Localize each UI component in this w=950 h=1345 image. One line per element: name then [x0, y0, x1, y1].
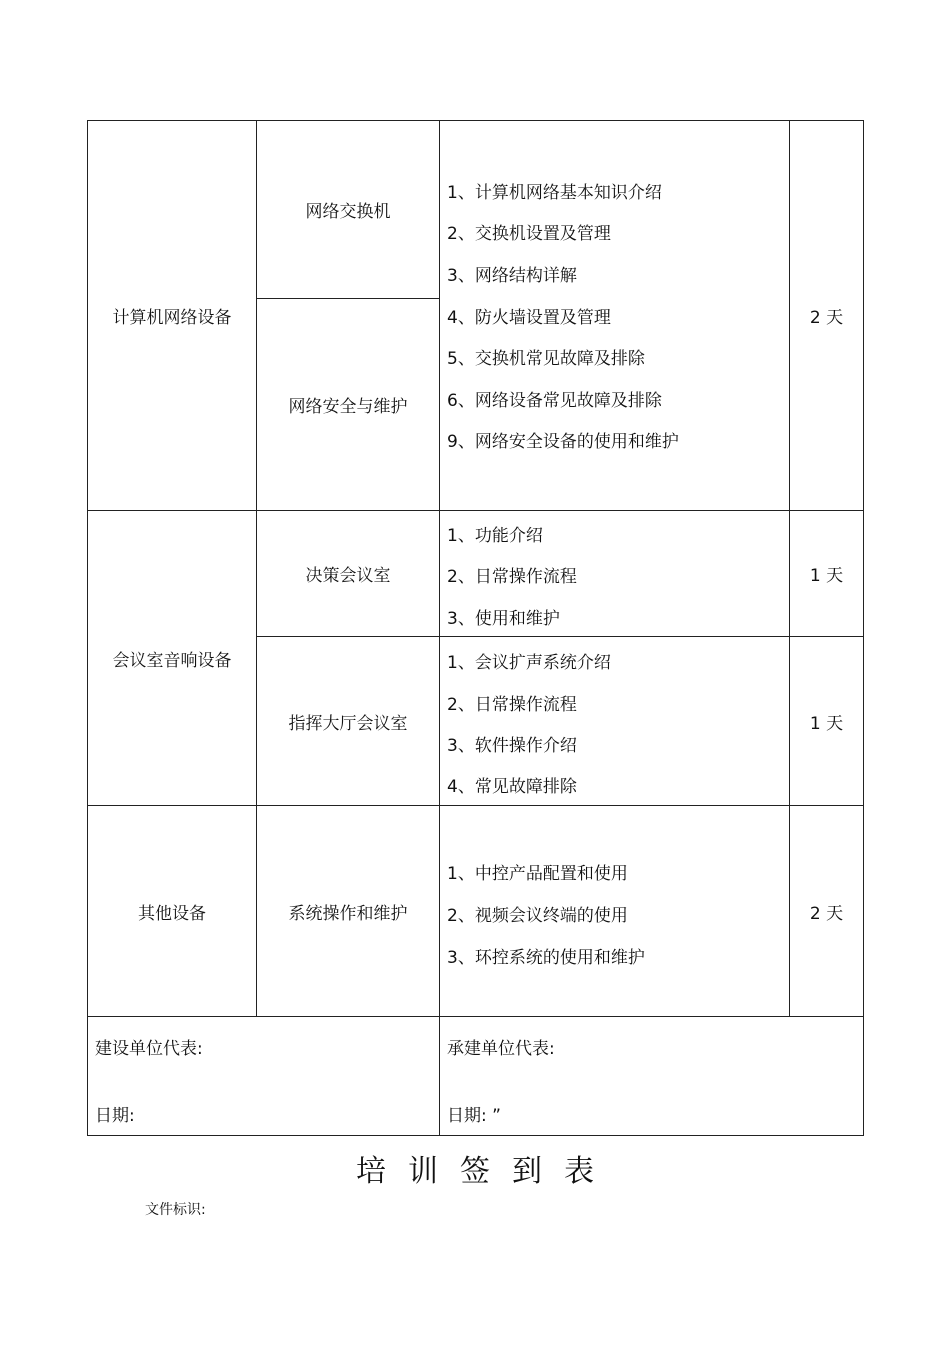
duration-cell: [790, 511, 863, 636]
doc-id-label: 文件标识:: [145, 1202, 206, 1218]
category-cell: [88, 806, 256, 1016]
training-item: 2、日常操作流程: [447, 695, 577, 715]
category-label: 会议室音响设备: [112, 650, 232, 671]
duration-cell: [790, 121, 863, 510]
subcategory-cell: [257, 511, 439, 636]
subcategory-cell: [257, 637, 439, 805]
subcategory-label: 决策会议室: [305, 566, 391, 586]
training-item: 3、使用和维护: [447, 609, 560, 629]
training-item: 2、日常操作流程: [447, 567, 577, 587]
category-label: 其他设备: [138, 903, 206, 924]
subcategory-label: 网络安全与维护: [288, 397, 408, 417]
category-label: 计算机网络设备: [112, 308, 232, 328]
training-item: 6、网络设备常见故障及排除: [447, 391, 662, 411]
duration-cell: [790, 806, 863, 1016]
category-cell: [88, 121, 256, 510]
table-border-bottom: [87, 1135, 864, 1136]
training-item: 2、视频会议终端的使用: [447, 906, 628, 926]
subcategory-label: 网络交换机: [305, 202, 391, 222]
subcategory-label: 指挥大厅会议室: [288, 713, 408, 734]
training-item: 5、交换机常见故障及排除: [447, 349, 645, 369]
training-item: 1、功能介绍: [447, 526, 543, 546]
training-item: 1、计算机网络基本知识介绍: [447, 183, 662, 203]
training-item: 1、会议扩声系统介绍: [447, 653, 611, 673]
subcategory-cell: [257, 121, 439, 298]
training-item: 3、环控系统的使用和维护: [447, 948, 645, 968]
subcategory-cell: [257, 806, 439, 1016]
training-item: 1、中控产品配置和使用: [447, 864, 628, 884]
subcategory-cell: [257, 299, 439, 510]
contractor-date-label: 日期: ”: [447, 1106, 501, 1126]
training-item: 4、常见故障排除: [447, 777, 577, 797]
category-cell: [88, 511, 256, 805]
duration-cell: [790, 637, 863, 805]
training-item: 9、网络安全设备的使用和维护: [447, 432, 679, 452]
training-item: 3、网络结构详解: [447, 266, 577, 286]
page-title: 培训签到表: [356, 1154, 616, 1189]
duration-label: 2 天: [809, 308, 844, 328]
duration-label: 1 天: [809, 713, 844, 734]
subcategory-label: 系统操作和维护: [288, 903, 408, 924]
duration-label: 1 天: [809, 566, 844, 586]
training-item: 2、交换机设置及管理: [447, 224, 611, 244]
builder-date-label: 日期:: [95, 1106, 135, 1126]
col-divider-2: [439, 120, 440, 1136]
table-border-right: [863, 120, 864, 1136]
training-item: 4、防火墙设置及管理: [447, 308, 611, 328]
builder-rep-label: 建设单位代表:: [95, 1039, 203, 1059]
contractor-rep-label: 承建单位代表:: [447, 1039, 555, 1059]
row-divider-3: [87, 1016, 864, 1017]
training-item: 3、软件操作介绍: [447, 736, 577, 756]
duration-label: 2 天: [809, 903, 844, 924]
